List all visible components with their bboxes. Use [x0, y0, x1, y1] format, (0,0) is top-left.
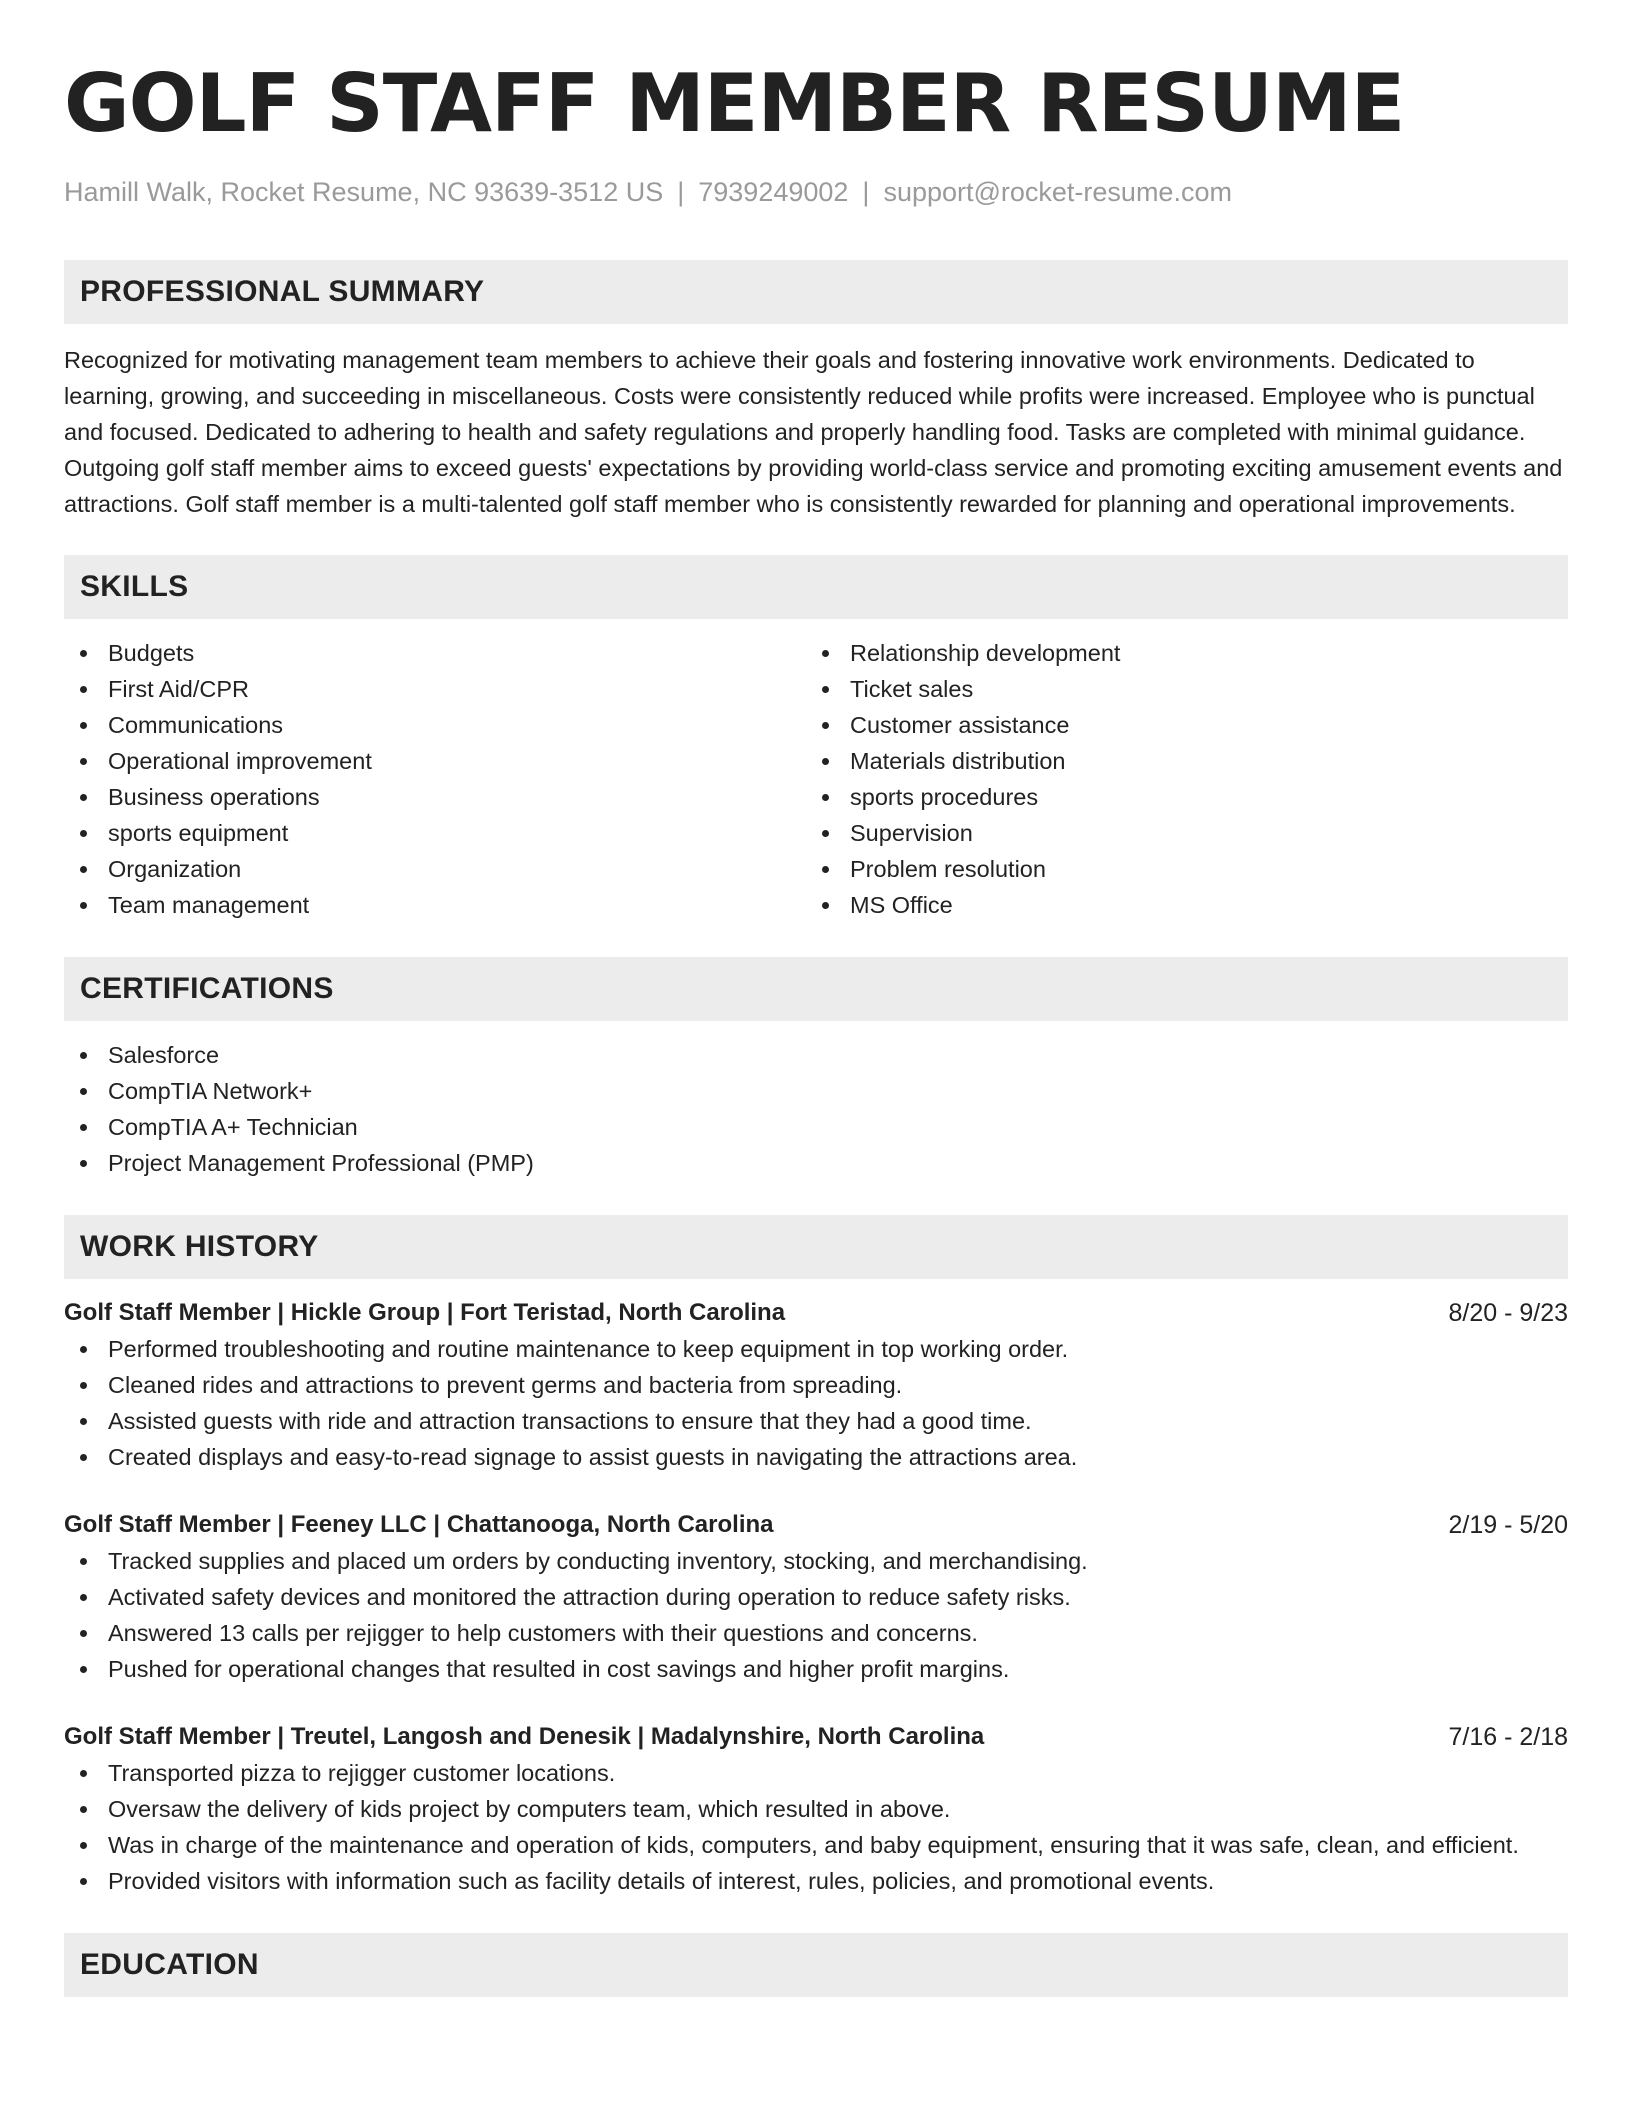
contact-line	[64, 174, 1568, 210]
job-header	[64, 1295, 1568, 1331]
job-entry	[64, 1295, 1568, 1475]
skill-item: Problem resolution	[806, 851, 1548, 887]
resume-title: GOLF STAFF MEMBER RESUME	[64, 57, 1405, 150]
job-title: Golf Staff Member | Feeney LLC | Chattanooga, North Carolina	[64, 1511, 774, 1538]
section-heading-work-history: WORK HISTORY	[64, 1215, 1568, 1279]
contact-address: Hamill Walk, Rocket Resume, NC 93639-3512 US	[64, 177, 664, 207]
job-title: Golf Staff Member | Hickle Group | Fort Teristad, North Carolina	[64, 1299, 786, 1326]
skill-item: Ticket sales	[806, 671, 1548, 707]
section-heading-summary: PROFESSIONAL SUMMARY	[64, 260, 1568, 324]
skill-item: Business operations	[64, 779, 806, 815]
job-bullet: Assisted guests with ride and attraction transactions to ensure that they had a good time.	[64, 1403, 1568, 1439]
job-bullet: Provided visitors with information such as facility details of interest, rules, policies, and promotional events.	[64, 1863, 1568, 1899]
job-bullets	[64, 1331, 1568, 1475]
skill-item: Budgets	[64, 635, 806, 671]
job-bullet: Activated safety devices and monitored the attraction during operation to reduce safety risks.	[64, 1579, 1568, 1615]
skill-item: Communications	[64, 707, 806, 743]
job-entry	[64, 1507, 1568, 1687]
skill-item: Operational improvement	[64, 743, 806, 779]
skills-column-right	[806, 635, 1548, 923]
skill-item: Relationship development	[806, 635, 1548, 671]
job-entry	[64, 1719, 1568, 1899]
job-bullet: Pushed for operational changes that resulted in cost savings and higher profit margins.	[64, 1651, 1568, 1687]
contact-phone: 7939249002	[698, 177, 849, 207]
skills-grid	[64, 635, 1568, 923]
certification-item: Project Management Professional (PMP)	[64, 1145, 1568, 1181]
job-bullet: Was in charge of the maintenance and operation of kids, computers, and baby equipment, ensuring that it was safe, clean, and efficient.	[64, 1827, 1568, 1863]
job-header	[64, 1507, 1568, 1543]
summary-text: Recognized for motivating management team members to achieve their goals and fostering innovative work environments. Dedicated to learning, growing, and succeeding in miscellaneous. Costs were consistently reduced while profits were increased. Employee who is punctual and focused. Dedicated to adhering to health and safety regulations and properly handling food. Tasks are completed with minimal guidance. Outgoing golf staff member aims to exceed guests' expectations by providing world-class service and promoting exciting amusement events and attractions. Golf staff member is a multi-talented golf staff member who is consistently rewarded for planning and operational improvements.	[64, 347, 1563, 517]
skill-item: Supervision	[806, 815, 1548, 851]
job-dates: 2/19 - 5/20	[1448, 1511, 1568, 1539]
job-dates: 8/20 - 9/23	[1448, 1299, 1568, 1327]
skill-item: sports equipment	[64, 815, 806, 851]
job-bullets	[64, 1755, 1568, 1899]
skill-item: Team management	[64, 887, 806, 923]
job-bullet: Tracked supplies and placed um orders by conducting inventory, stocking, and merchandising.	[64, 1543, 1568, 1579]
job-header	[64, 1719, 1568, 1755]
contact-separator: |	[677, 177, 685, 207]
skill-item: sports procedures	[806, 779, 1548, 815]
section-heading-certifications: CERTIFICATIONS	[64, 957, 1568, 1021]
job-bullets	[64, 1543, 1568, 1687]
section-heading-education: EDUCATION	[64, 1933, 1568, 1997]
job-title: Golf Staff Member | Treutel, Langosh and Denesik | Madalynshire, North Carolina	[64, 1723, 985, 1750]
skill-item: Customer assistance	[806, 707, 1548, 743]
certification-item: CompTIA Network+	[64, 1073, 1568, 1109]
certification-item: CompTIA A+ Technician	[64, 1109, 1568, 1145]
skill-item: First Aid/CPR	[64, 671, 806, 707]
job-bullet: Created displays and easy-to-read signage to assist guests in navigating the attractions area.	[64, 1439, 1568, 1475]
job-bullet: Cleaned rides and attractions to prevent germs and bacteria from spreading.	[64, 1367, 1568, 1403]
certifications-list	[64, 1037, 1568, 1181]
contact-email: support@rocket-resume.com	[883, 177, 1232, 207]
job-dates: 7/16 - 2/18	[1448, 1723, 1568, 1751]
job-bullet: Answered 13 calls per rejigger to help customers with their questions and concerns.	[64, 1615, 1568, 1651]
skill-item: Materials distribution	[806, 743, 1548, 779]
skill-item: MS Office	[806, 887, 1548, 923]
section-heading-skills: SKILLS	[64, 555, 1568, 619]
skills-column-left	[64, 635, 806, 923]
skill-item: Organization	[64, 851, 806, 887]
job-bullet: Oversaw the delivery of kids project by computers team, which resulted in above.	[64, 1791, 1568, 1827]
job-bullet: Transported pizza to rejigger customer locations.	[64, 1755, 1568, 1791]
job-bullet: Performed troubleshooting and routine maintenance to keep equipment in top working order.	[64, 1331, 1568, 1367]
contact-separator: |	[862, 177, 870, 207]
certification-item: Salesforce	[64, 1037, 1568, 1073]
